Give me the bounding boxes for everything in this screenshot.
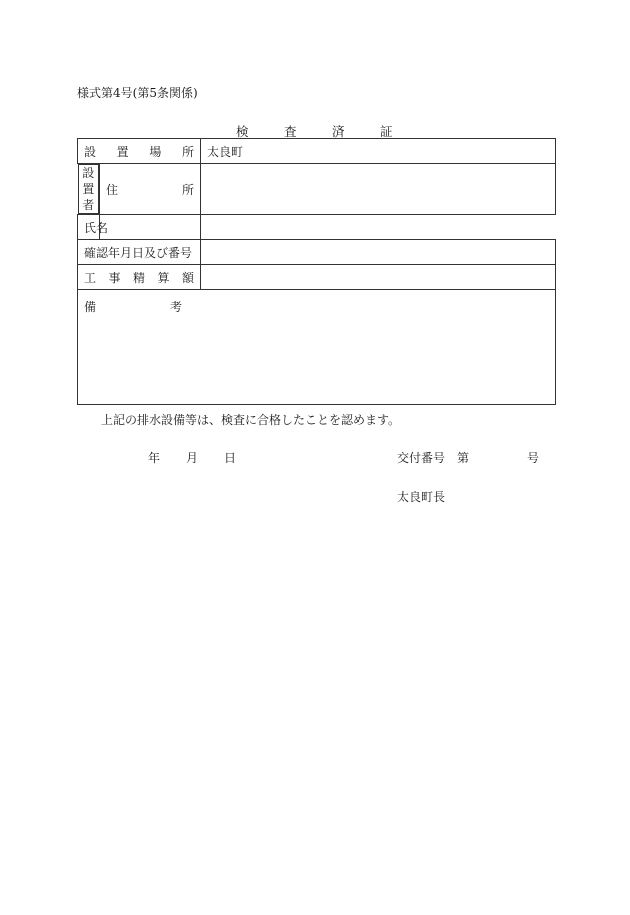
issue-number-suffix: 号 <box>526 451 539 465</box>
label-char: 備 <box>84 300 97 314</box>
confirm-date-value[interactable] <box>201 240 556 265</box>
confirm-date-label: 確認年月日及び番号 <box>78 240 201 265</box>
issue-number-label: 交付番号 <box>397 451 446 465</box>
address-value[interactable] <box>201 164 556 215</box>
row-installer-name <box>78 215 556 240</box>
label-char: 考 <box>169 300 182 314</box>
title-char: 検 <box>236 124 249 139</box>
row-installer-address <box>78 164 556 215</box>
label-char: 算 <box>157 270 170 285</box>
label-char: 氏 <box>84 220 97 235</box>
issue-number-prefix: 第 <box>457 451 470 465</box>
date-month-label: 月 <box>186 451 199 465</box>
form-number-label: 様式第4号(第5条関係) <box>77 86 198 100</box>
label-char: 額 <box>181 270 194 285</box>
title-char: 証 <box>380 124 393 139</box>
label-char: 場 <box>149 144 162 159</box>
label-char: 工 <box>84 270 97 285</box>
cost-label <box>78 265 201 290</box>
row-location <box>78 139 556 164</box>
label-char: 名 <box>96 220 109 235</box>
row-confirm-date <box>78 240 556 265</box>
name-label <box>78 215 109 240</box>
label-char: 置 <box>82 182 95 196</box>
label-char: 者 <box>82 198 95 212</box>
label-char: 設 <box>84 144 97 159</box>
label-char: 所 <box>181 182 194 197</box>
inspection-form-table <box>77 138 556 405</box>
issue-number <box>397 449 539 466</box>
certification-statement: 上記の排水設備等は、検査に合格したことを認めます。 <box>101 413 401 427</box>
label-char: 精 <box>132 270 145 285</box>
label-char: 所 <box>181 144 194 159</box>
signer-title: 太良町長 <box>397 490 446 504</box>
title-char: 査 <box>284 124 297 139</box>
row-remarks <box>78 290 556 405</box>
label-char: 住 <box>106 182 119 197</box>
installer-group-label <box>78 164 100 214</box>
date-year-label: 年 <box>148 451 161 465</box>
row-cost <box>78 265 556 290</box>
date-day-label: 日 <box>224 451 237 465</box>
name-value[interactable] <box>100 215 201 240</box>
location-value[interactable]: 太良町 <box>201 139 556 164</box>
label-char: 事 <box>108 270 121 285</box>
label-char: 置 <box>116 144 129 159</box>
cost-value[interactable] <box>201 265 556 290</box>
title-char: 済 <box>332 124 345 139</box>
label-char: 設 <box>82 166 95 180</box>
issue-date <box>148 449 262 466</box>
location-label <box>78 139 201 164</box>
remarks-cell[interactable] <box>78 290 556 405</box>
address-label <box>100 164 201 215</box>
